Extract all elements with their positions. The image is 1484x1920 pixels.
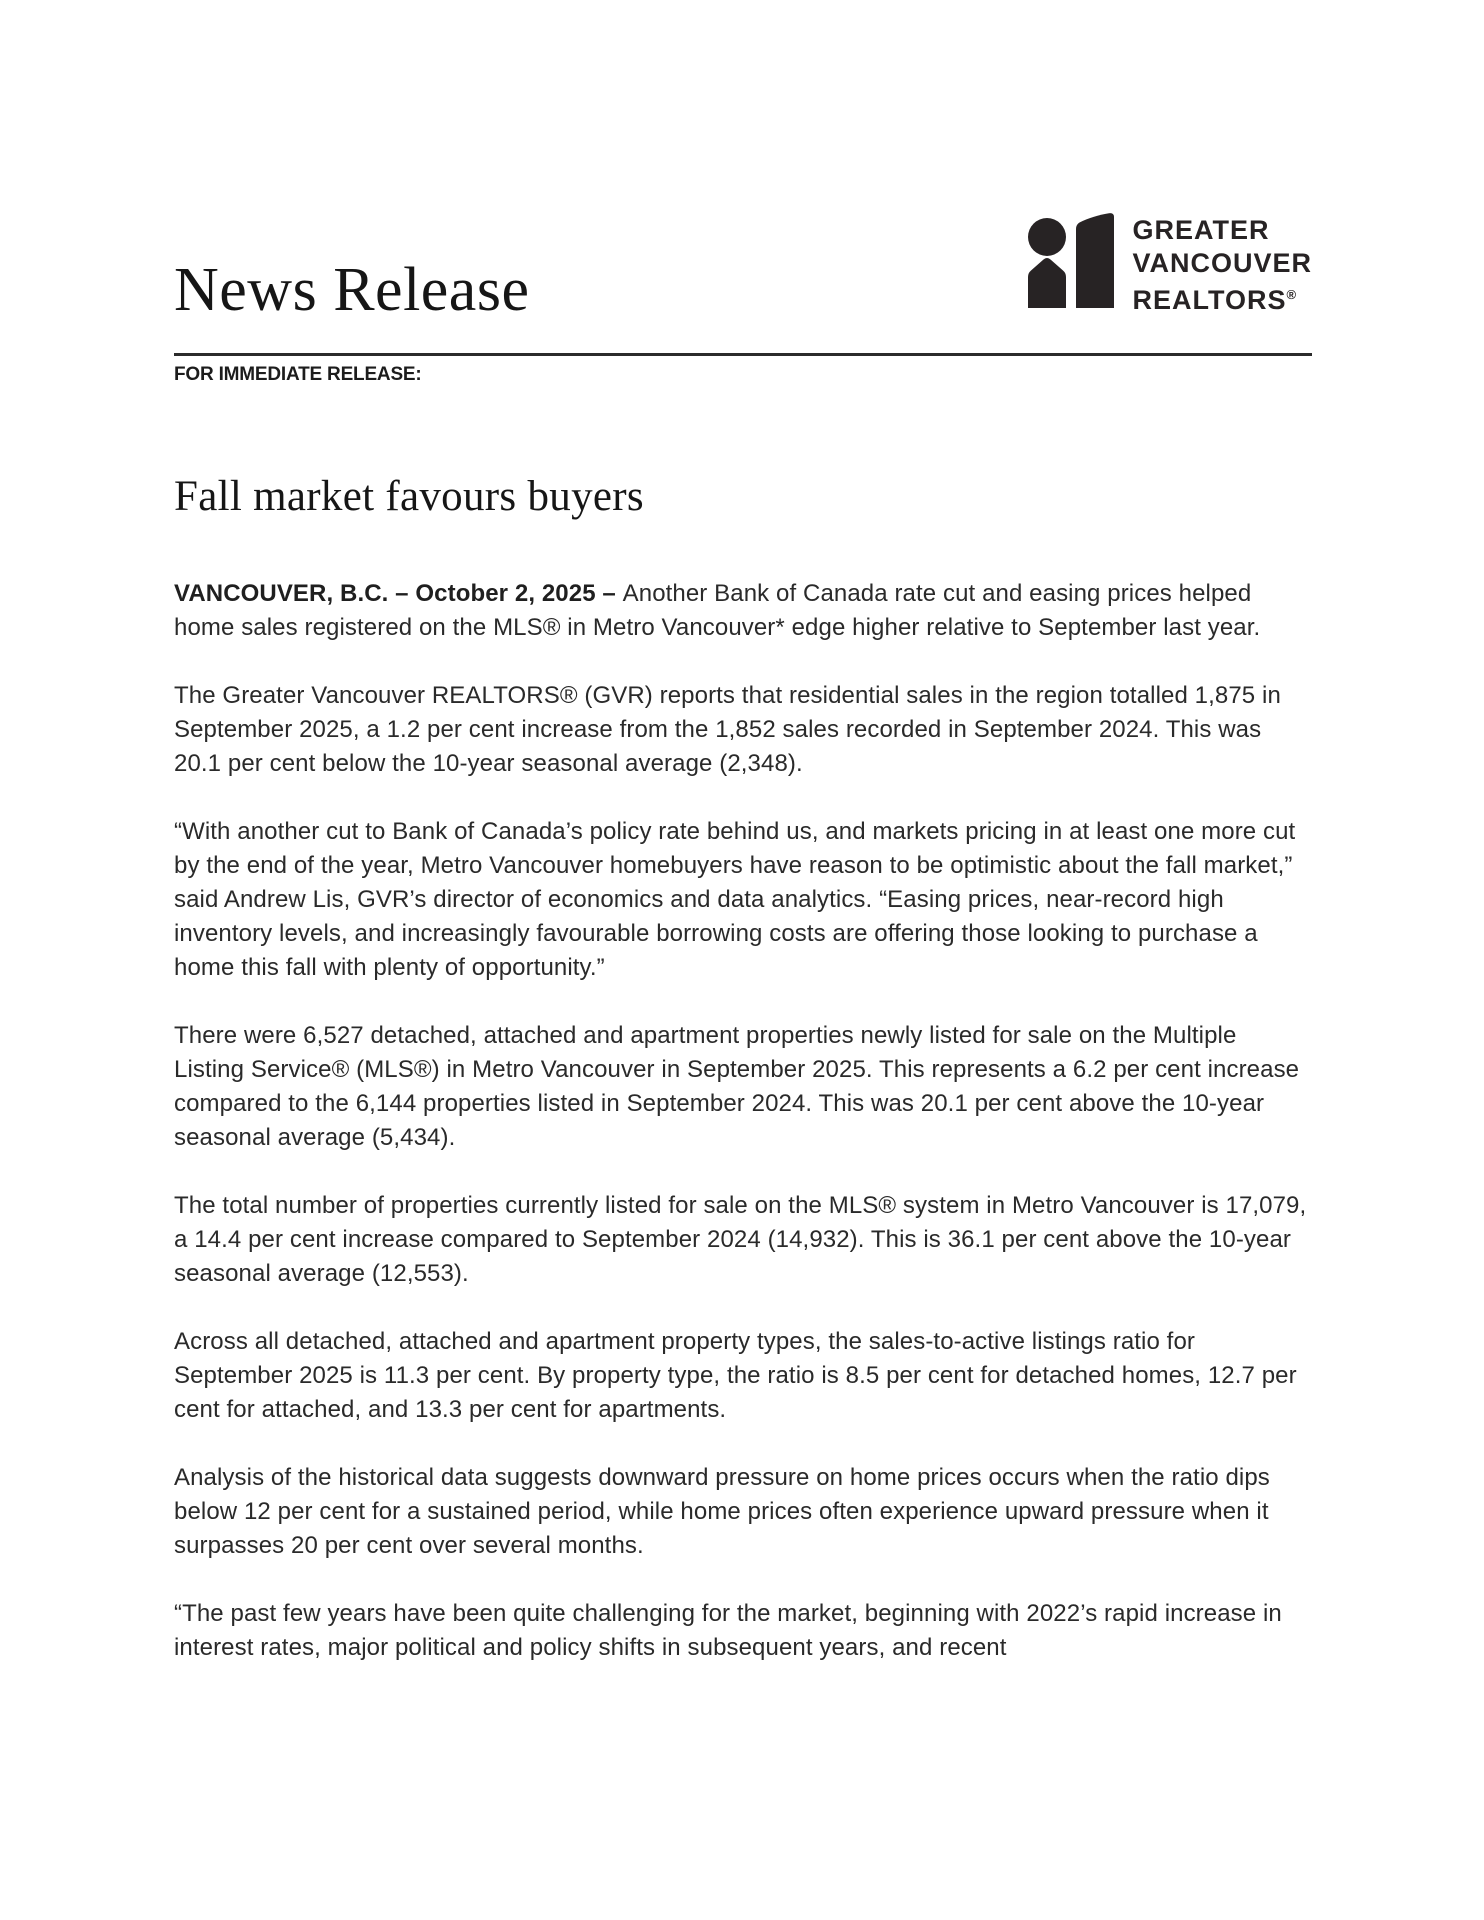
logo-line-greater: GREATER	[1132, 215, 1270, 245]
paragraph: Analysis of the historical data suggests downward pressure on home prices occurs when the ratio dips below 12 per cent for a sustained period, while home prices often experience upward pressure when it surpasses 20 per cent over several months.	[174, 1463, 1270, 1559]
article-body	[174, 577, 1312, 1665]
paragraph: “The past few years have been quite challenging for the market, beginning with 2022’s rapid increase in interest rates, major political and policy shifts in subsequent years, and recent	[174, 1599, 1282, 1661]
gvr-logo-wordmark	[1132, 213, 1312, 317]
paragraph: VANCOUVER, B.C. – October 2, 2025 – Another Bank of Canada rate cut and easing prices helped home sales registered on the MLS® in Metro Vancouver* edge higher relative to September last year.	[174, 579, 1261, 641]
paragraph: The total number of properties currently listed for sale on the MLS® system in Metro Vancouver is 17,079, a 14.4 per cent increase compared to September 2024 (14,932). This is 36.1 per cent above the 10-year seasonal average (12,553).	[174, 1191, 1307, 1287]
gvr-logo	[1026, 213, 1312, 317]
masthead	[174, 213, 1312, 324]
release-label: FOR IMMEDIATE RELEASE:	[174, 363, 422, 385]
divider-rule	[174, 353, 1312, 356]
gvr-logo-mark-icon	[1026, 213, 1116, 308]
person-head-shape	[1028, 218, 1066, 256]
paragraph-bold-lead: VANCOUVER, B.C. – October 2, 2025 –	[174, 579, 623, 607]
logo-line-vancouver: VANCOUVER	[1132, 247, 1312, 278]
paragraph: Across all detached, attached and apartment property types, the sales-to-active listings ratio for September 2025 is 11.3 per cent. By property type, the ratio is 8.5 per cent for detached homes, 12.7 per cent for attached, and 13.3 per cent for apartments.	[174, 1327, 1297, 1423]
person-body-shape	[1028, 258, 1066, 308]
building-shape	[1076, 213, 1114, 308]
page-title: News Release	[174, 255, 530, 324]
registered-mark: ®	[1286, 287, 1297, 302]
paragraph: There were 6,527 detached, attached and apartment properties newly listed for sale on the Multiple Listing Service® (MLS®) in Metro Vancouver in September 2025. This represents a 6.2 per cent increase compared to the 6,144 properties listed in September 2024. This was 20.1 per cent above the 10-year seasonal average (5,434).	[174, 1021, 1300, 1151]
paragraph: “With another cut to Bank of Canada’s policy rate behind us, and markets pricing in at least one more cut by the end of the year, Metro Vancouver homebuyers have reason to be optimistic about the fall market,” said Andrew Lis, GVR’s director of economics and data analytics. “Easing prices, near-record high inventory levels, and increasingly favourable borrowing costs are offering those looking to purchase a home this fall with plenty of opportunity.”	[174, 817, 1296, 981]
headline: Fall market favours buyers	[174, 472, 644, 520]
paragraph: The Greater Vancouver REALTORS® (GVR) reports that residential sales in the region totalled 1,875 in September 2025, a 1.2 per cent increase from the 1,852 sales recorded in September 2024. This was 20.1 per cent below the 10-year seasonal average (2,348).	[174, 681, 1281, 777]
logo-line-realtors: REALTORS®	[1132, 285, 1297, 315]
